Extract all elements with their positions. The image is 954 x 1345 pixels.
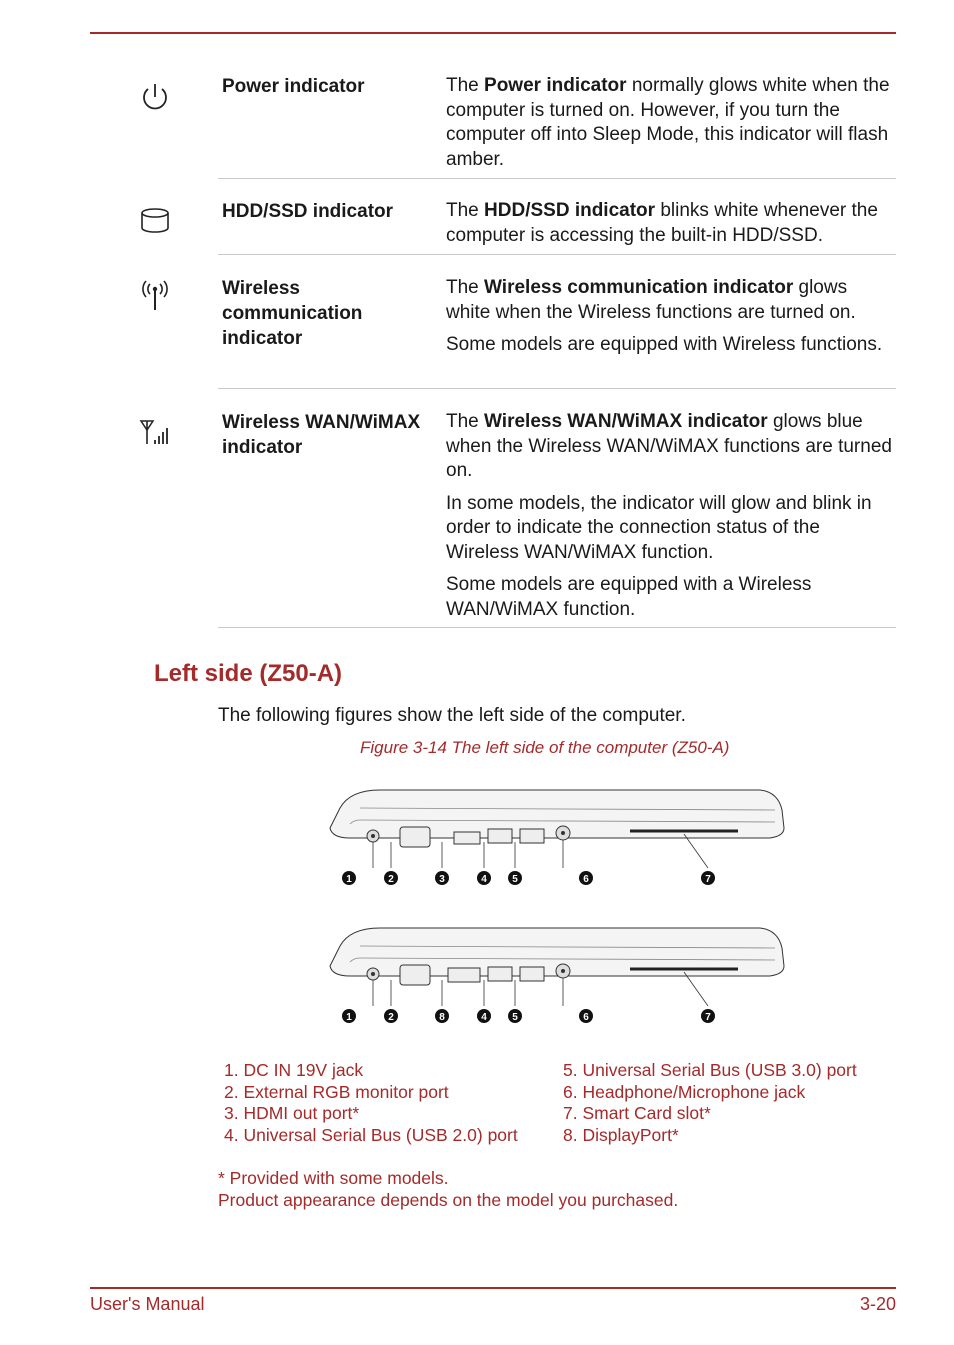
svg-text:1: 1 (346, 1012, 352, 1023)
callout-marker (477, 1009, 491, 1023)
svg-text:5: 5 (512, 1012, 518, 1023)
callouts-bottom (342, 1009, 715, 1023)
svg-text:3: 3 (439, 874, 445, 885)
figure-caption: Figure 3-14 The left side of the computer (Z50-A) (360, 738, 730, 757)
legend-item: 5. Universal Serial Bus (USB 3.0) port (563, 1060, 857, 1080)
hdd-icon (138, 204, 172, 238)
legend-item: 2. External RGB monitor port (224, 1081, 449, 1102)
header-rule (90, 32, 896, 34)
legend-item: 7. Smart Card slot* (563, 1103, 711, 1124)
desc-power (446, 74, 894, 180)
laptop-illustration-top (330, 790, 784, 868)
callout-marker (579, 871, 593, 885)
term-wireless: Wireless communication indicator (222, 278, 363, 349)
footer-rule (90, 1287, 896, 1289)
callout-marker (508, 871, 522, 885)
section-intro: The following figures show the left side of the computer. (218, 705, 686, 726)
svg-text:8: 8 (439, 1012, 445, 1023)
term-hdd: HDD/SSD indicator (222, 201, 394, 222)
page-number: 3-20 (859, 1294, 896, 1314)
term-wan: Wireless WAN/WiMAX indicator (222, 412, 421, 458)
row-divider (218, 254, 896, 255)
desc-wireless (446, 276, 894, 366)
wireless-icon (138, 278, 172, 312)
svg-text:7: 7 (705, 874, 711, 885)
desc-paragraph: In some models, the indicator will glow and blink in order to indicate the connection status of the Wireless WAN/WiMAX function. (446, 492, 872, 563)
desc-paragraph: The HDD/SSD indicator blinks white whenever the computer is accessing the built-in HDD/SSD. (446, 200, 878, 246)
callout-marker (508, 1009, 522, 1023)
note-line: * Provided with some models. (218, 1168, 449, 1188)
callout-marker (701, 1009, 715, 1023)
svg-text:1: 1 (346, 874, 352, 885)
legend-item: 8. DisplayPort* (563, 1125, 679, 1146)
svg-text:4: 4 (481, 1012, 487, 1023)
desc-paragraph: The Power indicator normally glows white when the computer is turned on. However, if you turn the computer off into Sleep Mode, this indicator will flash amber. (446, 75, 890, 170)
callouts-top (342, 871, 715, 885)
callout-marker (701, 871, 715, 885)
svg-text:7: 7 (705, 1012, 711, 1023)
svg-text:6: 6 (583, 874, 589, 885)
callout-marker (384, 1009, 398, 1023)
callout-marker (384, 871, 398, 885)
svg-text:2: 2 (388, 1012, 394, 1023)
callout-marker (435, 1009, 449, 1023)
legend-left (224, 1060, 518, 1147)
svg-text:5: 5 (512, 874, 518, 885)
footer-title: User's Manual (90, 1294, 205, 1314)
callout-marker (579, 1009, 593, 1023)
callout-marker (477, 871, 491, 885)
wan-signal-icon (138, 418, 172, 452)
term-power: Power indicator (222, 76, 365, 97)
svg-text:2: 2 (388, 874, 394, 885)
figure-notes (218, 1167, 678, 1211)
desc-paragraph: Some models are equipped with Wireless functions. (446, 334, 883, 355)
svg-text:4: 4 (481, 874, 487, 885)
power-icon (138, 80, 172, 114)
callout-marker (435, 871, 449, 885)
legend-item: 3. HDMI out port* (224, 1103, 360, 1124)
note-line: Product appearance depends on the model you purchased. (218, 1190, 679, 1210)
desc-hdd (446, 199, 894, 256)
section-title: Left side (Z50-A) (154, 660, 343, 687)
legend-item: 1. DC IN 19V jack (224, 1060, 364, 1080)
legend-item: 4. Universal Serial Bus (USB 2.0) port (224, 1125, 518, 1146)
desc-paragraph: Some models are equipped with a Wireless WAN/WiMAX function. (446, 574, 812, 620)
legend-right (563, 1060, 857, 1147)
desc-wan (446, 410, 894, 630)
row-divider (218, 627, 896, 628)
desc-paragraph: The Wireless communication indicator glows white when the Wireless functions are turned on. (446, 277, 856, 323)
svg-text:6: 6 (583, 1012, 589, 1023)
row-divider (218, 178, 896, 179)
legend-item: 6. Headphone/Microphone jack (563, 1081, 806, 1102)
laptop-illustration-bottom (330, 928, 784, 1006)
callout-marker (342, 871, 356, 885)
row-divider (218, 388, 896, 389)
laptop-left-side-figure (320, 780, 790, 1045)
callout-marker (342, 1009, 356, 1023)
desc-paragraph: The Wireless WAN/WiMAX indicator glows blue when the Wireless WAN/WiMAX functions are turned on. (446, 411, 892, 481)
